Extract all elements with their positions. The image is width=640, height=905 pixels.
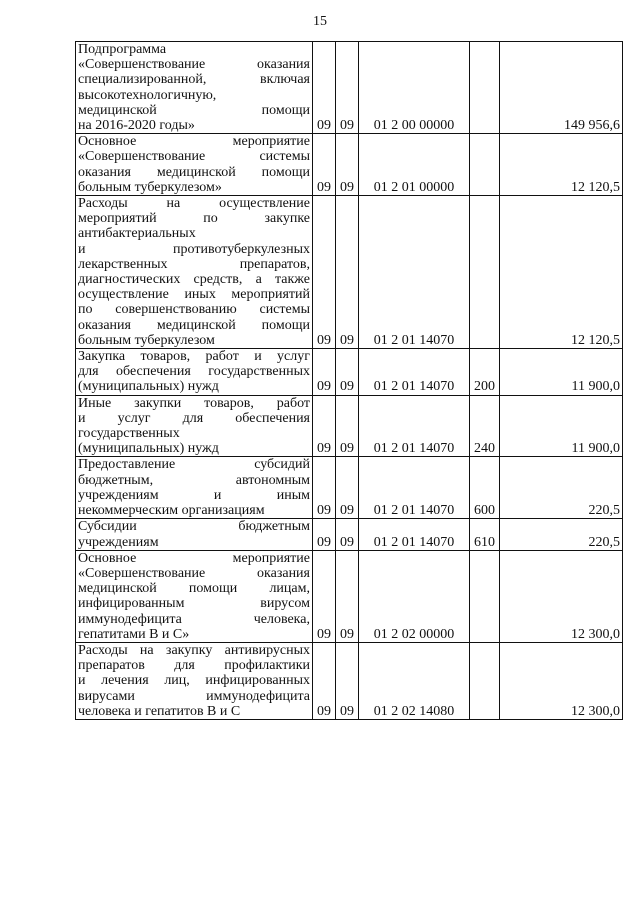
- budget-table: [75, 41, 623, 720]
- row-name-line: медицинской помощи лицам,: [78, 581, 310, 597]
- row-name-line: и услуг для обеспечения: [78, 410, 310, 426]
- row-name-cell: [76, 196, 313, 349]
- row-sum-cell: 12 300,0: [500, 642, 623, 719]
- row-sum-cell: 220,5: [500, 457, 623, 519]
- row-pr-cell: 09: [336, 395, 359, 457]
- row-name-cell: [76, 457, 313, 519]
- row-name-line: высокотехнологичную,: [78, 87, 217, 103]
- row-rz-cell: 09: [313, 550, 336, 642]
- table-row: [76, 349, 623, 396]
- row-name-line: на 2016-2020 годы»: [78, 118, 195, 134]
- row-sum-cell: 12 120,5: [500, 196, 623, 349]
- row-name-line: «Совершенствование оказания: [78, 57, 310, 73]
- row-name-line: и лечения лиц, инфицированных: [78, 673, 310, 689]
- row-name-line: учреждениям и иным: [78, 487, 310, 503]
- row-name-line: мероприятий по закупке: [78, 211, 310, 227]
- table-row: [76, 196, 623, 349]
- row-pr-cell: 09: [336, 349, 359, 396]
- row-sum-cell: 12 120,5: [500, 134, 623, 196]
- table-row: [76, 642, 623, 719]
- row-vr-cell: 240: [470, 395, 500, 457]
- row-name-cell: [76, 550, 313, 642]
- row-rz-cell: 09: [313, 519, 336, 550]
- row-rz-cell: 09: [313, 457, 336, 519]
- row-rz-cell: 09: [313, 134, 336, 196]
- row-name-cell: [76, 395, 313, 457]
- row-vr-cell: 610: [470, 519, 500, 550]
- budget-table-body: [76, 42, 623, 720]
- row-name-line: и противотуберкулезных: [78, 241, 310, 257]
- row-vr-cell: 600: [470, 457, 500, 519]
- row-rz-cell: 09: [313, 349, 336, 396]
- row-name-line: Подпрограмма: [78, 42, 167, 57]
- row-name-cell: [76, 642, 313, 719]
- row-name-line: человека и гепатитов В и С: [78, 703, 241, 719]
- table-row: [76, 519, 623, 550]
- row-name-line: вирусами иммунодефицита: [78, 688, 310, 704]
- row-name-line: бюджетным, автономным: [78, 472, 310, 488]
- row-name-line: инфицированным вирусом: [78, 596, 310, 612]
- row-name-line: препаратов для профилактики: [78, 658, 310, 674]
- row-name-line: Предоставление субсидий: [78, 457, 310, 473]
- row-sum-cell: 12 300,0: [500, 550, 623, 642]
- row-pr-cell: 09: [336, 42, 359, 134]
- row-vr-cell: [470, 642, 500, 719]
- row-rz-cell: 09: [313, 42, 336, 134]
- row-name-cell: [76, 42, 313, 134]
- row-pr-cell: 09: [336, 134, 359, 196]
- row-name-line: некоммерческим организациям: [78, 503, 265, 519]
- row-name-line: Закупка товаров, работ и услуг: [78, 349, 310, 365]
- row-name-line: для обеспечения государственных: [78, 364, 310, 380]
- row-pr-cell: 09: [336, 642, 359, 719]
- row-name-line: «Совершенствование системы: [78, 149, 310, 165]
- row-vr-cell: [470, 550, 500, 642]
- row-pr-cell: 09: [336, 457, 359, 519]
- row-vr-cell: [470, 134, 500, 196]
- row-name-line: диагностических средств, а также: [78, 272, 310, 288]
- row-name-line: государственных: [78, 426, 180, 442]
- row-sum-cell: 220,5: [500, 519, 623, 550]
- row-rz-cell: 09: [313, 395, 336, 457]
- row-pr-cell: 09: [336, 519, 359, 550]
- row-name-line: гепатитами В и С»: [78, 626, 190, 642]
- row-name-line: учреждениям: [78, 534, 159, 550]
- row-csr-cell: 01 2 01 14070: [359, 349, 470, 396]
- row-sum-cell: 149 956,6: [500, 42, 623, 134]
- row-vr-cell: 200: [470, 349, 500, 396]
- row-name-line: медицинской помощи: [78, 102, 310, 118]
- row-csr-cell: 01 2 02 14080: [359, 642, 470, 719]
- row-name-line: больным туберкулезом»: [78, 179, 222, 195]
- row-name-line: по совершенствованию системы: [78, 302, 310, 318]
- row-pr-cell: 09: [336, 196, 359, 349]
- row-csr-cell: 01 2 00 00000: [359, 42, 470, 134]
- row-rz-cell: 09: [313, 642, 336, 719]
- row-name-line: (муниципальных) нужд: [78, 441, 219, 457]
- row-name-cell: [76, 519, 313, 550]
- row-name-line: антибактериальных: [78, 226, 196, 242]
- row-csr-cell: 01 2 01 00000: [359, 134, 470, 196]
- row-name-line: Субсидии бюджетным: [78, 519, 310, 535]
- row-csr-cell: 01 2 02 00000: [359, 550, 470, 642]
- row-vr-cell: [470, 42, 500, 134]
- row-name-line: Основное мероприятие: [78, 550, 310, 566]
- row-name-line: Иные закупки товаров, работ: [78, 395, 310, 411]
- row-csr-cell: 01 2 01 14070: [359, 457, 470, 519]
- row-sum-cell: 11 900,0: [500, 349, 623, 396]
- table-row: [76, 550, 623, 642]
- row-name-line: (муниципальных) нужд: [78, 379, 219, 395]
- row-name-line: лекарственных препаратов,: [78, 256, 310, 272]
- table-row: [76, 134, 623, 196]
- row-name-line: «Совершенствование оказания: [78, 565, 310, 581]
- row-name-cell: [76, 134, 313, 196]
- row-csr-cell: 01 2 01 14070: [359, 519, 470, 550]
- row-name-line: Расходы на осуществление: [78, 196, 310, 212]
- table-row: [76, 395, 623, 457]
- row-csr-cell: 01 2 01 14070: [359, 395, 470, 457]
- row-sum-cell: 11 900,0: [500, 395, 623, 457]
- row-csr-cell: 01 2 01 14070: [359, 196, 470, 349]
- row-name-line: Основное мероприятие: [78, 134, 310, 150]
- page-number: 15: [313, 14, 327, 29]
- row-name-line: специализированной, включая: [78, 72, 310, 88]
- row-name-line: оказания медицинской помощи: [78, 164, 310, 180]
- table-row: [76, 457, 623, 519]
- row-name-cell: [76, 349, 313, 396]
- row-name-line: больным туберкулезом: [78, 332, 215, 348]
- row-rz-cell: 09: [313, 196, 336, 349]
- table-row: [76, 42, 623, 134]
- row-vr-cell: [470, 196, 500, 349]
- row-name-line: иммунодефицита человека,: [78, 611, 310, 627]
- row-name-line: оказания медицинской помощи: [78, 317, 310, 333]
- row-pr-cell: 09: [336, 550, 359, 642]
- row-name-line: осуществление иных мероприятий: [78, 287, 310, 303]
- row-name-line: Расходы на закупку антивирусных: [78, 642, 310, 658]
